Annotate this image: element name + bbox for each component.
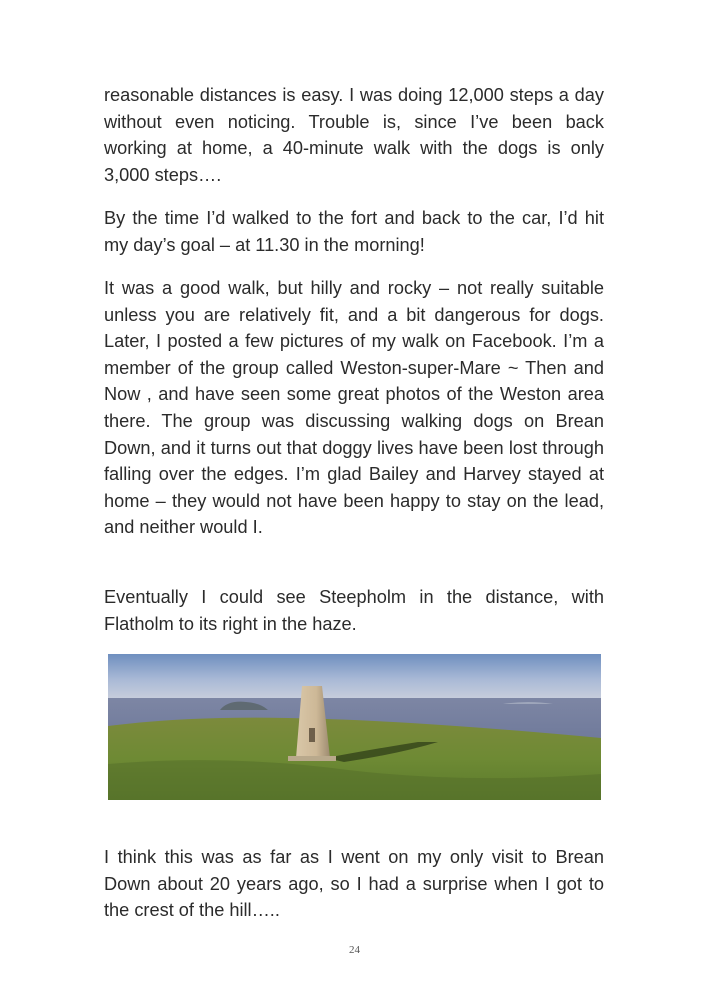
paragraph-walk: It was a good walk, but hilly and rocky – not really suitable unless you are relatively fit, and a bit dangerous for dogs. Later, I posted a few pictures of my walk on Facebook. I’m a member of the group called Weston-super-Mare ~ Then and Now , and have seen some great photos of the Weston area there. The group was discussing walking dogs on Brean Down, and it turns out that doggy lives have been lost through falling over the edges. I’m glad Bailey and Harvey stayed at home – they would not have been happy to stay on the lead, and neither would I.: [104, 278, 604, 538]
paragraph-steepholm: Eventually I could see Steepholm in the distance, with Flatholm to its right in the haze.: [104, 587, 604, 634]
trig-point-photo: [108, 654, 601, 800]
trig-base: [288, 756, 336, 761]
sky: [108, 654, 601, 700]
trig-point-image: [108, 654, 601, 800]
trig-plaque: [309, 728, 315, 742]
paragraph-steps: reasonable distances is easy. I was doing 12,000 steps a day without even noticing. Trouble is, since I’ve been back working at home, a 40-minute walk with the dogs is only 3,000 steps….: [104, 85, 604, 185]
paragraph-goal: By the time I’d walked to the fort and back to the car, I’d hit my day’s goal – at 11.30 in the morning!: [104, 208, 604, 255]
page-number: 24: [349, 944, 360, 956]
paragraph-crest: I think this was as far as I went on my only visit to Brean Down about 20 years ago, so I had a surprise when I got to the crest of the hill…..: [104, 847, 604, 921]
